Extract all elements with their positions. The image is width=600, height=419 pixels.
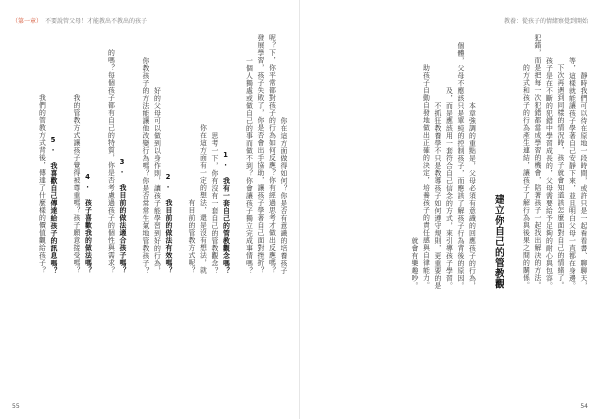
left-text-column: 一個人獨處或做自己的事而做不到？你會讓孩子獨立完成事情嗎？ [244,56,253,274]
left-question-heading: 1. 我有一套自己的管教觀念嗎？ [221,150,230,274]
right-body-text [314,34,588,289]
right-page-number: 54 [580,403,588,410]
right-text-column: 就會有樂趣吵。 [410,236,418,289]
left-running-head [12,16,147,25]
section-title: 教養：從孩子的情緒察覺到開始 [503,18,588,25]
right-text-column: 及，而是應該用一套符合自己信念的方式，來引導孩子學習。 [444,86,453,289]
chapter-title: 不要說管父母！才能教出不教出的孩子 [45,18,148,25]
left-text-column: 思考一下，你有沒有一套自己的管教觀念？ [210,131,218,274]
section-heading: 建立你自己的管教觀 [492,193,504,289]
right-text-column: 孩子是在不斷的犯錯中學習成長的，父母需要給予足夠的耐心與包容。 [544,56,553,289]
right-text-column: 下次再遇到同樣的情況時，孩子就會知道該怎麼面對自己的情緒了。 [556,64,564,289]
left-text-column: 的嗎？每個孩子都有自己的特質，你是否考慮過孩子的個性與需求？ [106,49,115,274]
right-text-column: 靜時我們可以待在原地一段時間，或許只是一起看看書、聊聊天， [579,71,587,289]
left-question-heading: 2. 我目前的做法有效嗎？ [164,173,172,274]
right-text-column: 個體，父母不應該只是單純的控制孩子，而應該了解孩子行為背後的原因。 [456,41,464,289]
left-text-column: 好的父母可以做到以身作則，讓孩子能學習到好的行為， [152,86,161,274]
left-question-heading: 4. 孩子喜歡我的做法嗎？ [83,173,92,274]
left-body-text [12,34,288,274]
left-text-column: 我們的管教方式背後，傳達了什麼樣的價值觀給孩子？ [37,94,46,274]
right-text-column: 的方式和孩子的行為產生連結，讓孩子了解行為與後果之間的關係。 [521,64,530,289]
left-text-column: 發展學習，孩子失敗了，你是否會出手協助，讓孩子學著自己面對挫折？ [256,34,264,274]
left-text-column: 你在這方面有一定的想法，還是沒有想法，就 [198,124,207,274]
chapter-part-label: （第一章） [12,18,43,25]
left-page-number: 55 [12,403,20,410]
right-text-column: 助孩子自動自發地做出正確的決定，培養孩子的責任感與自律能力。 [421,64,430,289]
left-question-heading: 5. 我喜歡自己傳達給孩子的訊息嗎？ [49,135,57,274]
left-question-heading: 3. 我目前的做法適合孩子嗎？ [118,158,126,274]
left-text-column: 呢？下，你平常都對孩子的行為如何反應？你有經過思考才做出反應嗎？ [267,34,276,274]
right-text-column: 等，這樣就能讓孩子學著自己安靜下來，並且明白父母一直都在身邊。 [567,56,576,289]
right-text-column: 不抓狂教養學不只是教導孩子如何遵守規則，更重要的是 [433,101,441,289]
left-text-column: 你在這方面做得如何？你是否有意識的培養孩子 [279,116,287,274]
right-text-column: 本章強調的重點是，父母必須有意識的回應孩子的行為， [467,101,476,289]
left-text-column: 我的管教方式讓孩子覺得被尊重嗎？孩子願意接受嗎？ [72,94,80,274]
left-text-column: 有目前的管教方式呢？ [187,199,195,274]
right-page [300,0,600,419]
left-text-column: 你教孩子的方法能讓他改變行為嗎？你是否常常生氣地管教孩子？ [141,56,149,274]
right-running-head [504,16,588,25]
right-text-column: 犯錯，而是把每一次犯錯都當成學習的機會，陪著孩子一起找出解決的方法。 [533,34,541,289]
